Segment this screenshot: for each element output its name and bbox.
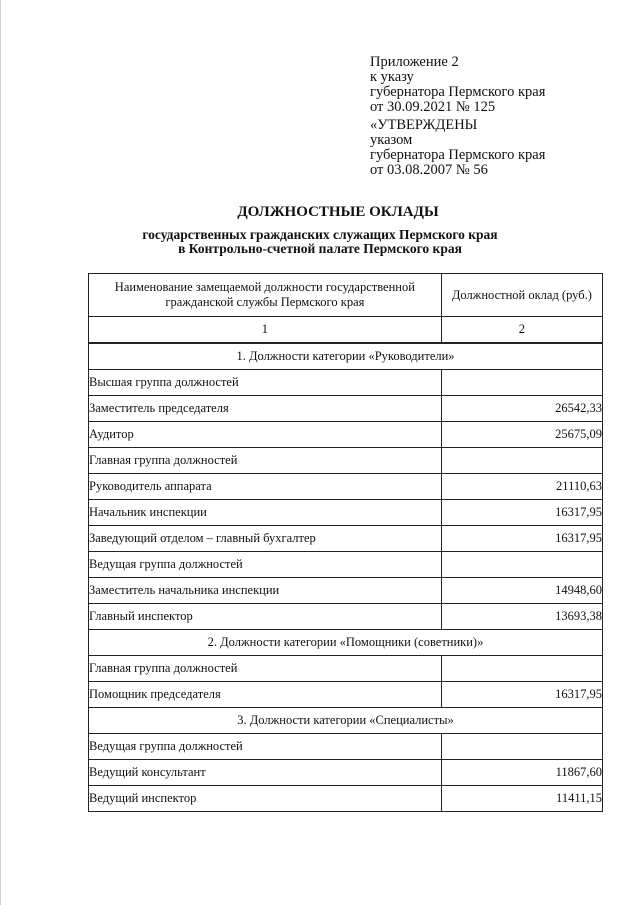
position-name: Помощник председателя [89,682,442,708]
group-title: Ведущая группа должностей [89,552,442,578]
title-main: ДОЛЖНОСТНЫЕ ОКЛАДЫ [237,204,439,220]
table-row [89,604,603,630]
appendix-line-4: от 30.09.2021 № 125 [370,99,496,115]
approved-line-3: губернатора Пермского края [370,147,546,163]
group-title: Высшая группа должностей [89,370,442,396]
position-name: Заместитель начальника инспекции [89,578,442,604]
position-name: Главный инспектор [89,604,442,630]
empty-cell [441,552,602,578]
group-title: Главная группа должностей [89,448,442,474]
approved-line-1: «УТВЕРЖДЕНЫ [370,117,478,133]
table-row [89,682,603,708]
table-row [89,578,603,604]
table-row [89,474,603,500]
group-row [89,552,603,578]
table-row [89,396,603,422]
document-title [0,205,640,256]
column-number-2: 2 [441,317,602,344]
position-salary: 13693,38 [441,604,602,630]
title-subtitle-2: в Контрольно-счетной палате Пермского края [178,241,462,256]
table-row [89,500,603,526]
position-salary: 25675,09 [441,422,602,448]
category-row [89,708,603,734]
position-salary: 16317,95 [441,526,602,552]
empty-cell [441,370,602,396]
header-name-line-2: гражданской службы Пермского края [165,295,365,309]
approved-line-2: указом [370,132,413,148]
empty-cell [441,448,602,474]
position-name: Заместитель председателя [89,396,442,422]
group-row [89,656,603,682]
group-row [89,448,603,474]
table-header-row [89,274,603,317]
title-subtitle-1: государственных гражданских служащих Пермского края [142,227,498,242]
header-name-line-1: Наименование замещаемой должности государственной [114,280,415,294]
position-name: Ведущий инспектор [89,786,442,812]
position-salary: 16317,95 [441,500,602,526]
approved-block [370,118,545,178]
category-row [89,343,603,370]
table-row [89,526,603,552]
table-row [89,786,603,812]
position-salary: 21110,63 [441,474,602,500]
category-title: 1. Должности категории «Руководители» [89,343,603,370]
position-name: Руководитель аппарата [89,474,442,500]
appendix-line-2: к указу [370,69,414,85]
group-title: Ведущая группа должностей [89,734,442,760]
group-title: Главная группа должностей [89,656,442,682]
table-row [89,760,603,786]
column-number-1: 1 [89,317,442,344]
position-name: Аудитор [89,422,442,448]
category-title: 2. Должности категории «Помощники (советники)» [89,630,603,656]
position-name: Ведущий консультант [89,760,442,786]
position-salary: 26542,33 [441,396,602,422]
position-salary: 11867,60 [441,760,602,786]
header-position-name [89,274,442,317]
appendix-block [370,55,545,115]
appendix-line-3: губернатора Пермского края [370,84,546,100]
approved-line-4: от 03.08.2007 № 56 [370,162,488,178]
page-edge-line [0,0,1,905]
category-row [89,630,603,656]
table-row [89,422,603,448]
empty-cell [441,656,602,682]
position-salary: 11411,15 [441,786,602,812]
position-name: Заведующий отделом – главный бухгалтер [89,526,442,552]
group-row [89,370,603,396]
column-number-row [89,317,603,344]
position-name: Начальник инспекции [89,500,442,526]
header-salary: Должностной оклад (руб.) [441,274,602,317]
position-salary: 16317,95 [441,682,602,708]
salary-table [88,273,603,812]
position-salary: 14948,60 [441,578,602,604]
group-row [89,734,603,760]
category-title: 3. Должности категории «Специалисты» [89,708,603,734]
empty-cell [441,734,602,760]
appendix-line-1: Приложение 2 [370,54,459,70]
